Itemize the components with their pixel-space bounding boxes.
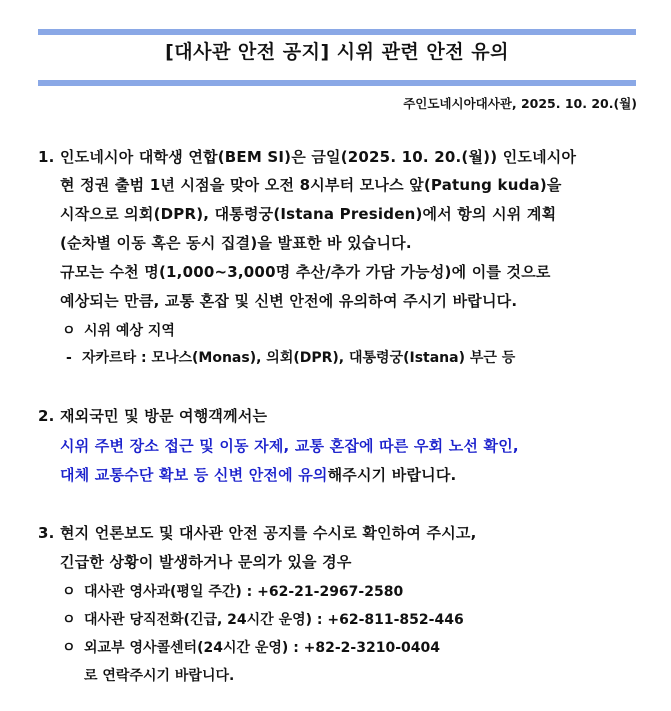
bullet-marker: ㅇ xyxy=(62,584,76,600)
section3-line-1: 3. 현지 언론보도 및 대사관 안전 공지를 수시로 확인하여 주시고, xyxy=(38,524,477,542)
section2-line-1: 2. 재외국민 및 방문 여행객께서는 xyxy=(38,407,268,425)
contact-consular-section: 대사관 영사과(평일 주간) : +62-21-2967-2580 xyxy=(84,584,404,600)
protest-area-list: 자카르타 : 모나스(Monas), 의회(DPR), 대통령궁(Istana) 부근 등 xyxy=(82,350,516,366)
section1-dash-item xyxy=(66,347,515,367)
bullet-marker: ㅇ xyxy=(62,323,76,339)
bullet-marker: ㅇ xyxy=(62,612,76,628)
section1-line-4: (순차별 이동 혹은 동시 집결)을 발표한 바 있습니다. xyxy=(60,234,412,252)
notice-title: [대사관 안전 공지] 시위 관련 안전 유의 xyxy=(165,41,509,63)
bullet-marker: ㅇ xyxy=(62,640,76,656)
contact-call-center: 외교부 영사콜센터(24시간 운영) : +82-2-3210-0404 xyxy=(84,640,440,656)
section2-line-3-rest: 해주시기 바랍니다. xyxy=(327,466,457,484)
section1-bullet xyxy=(62,320,175,340)
section3-line-2: 긴급한 상황이 발생하거나 문의가 있을 경우 xyxy=(60,553,352,571)
section1-line-3: 시작으로 의회(DPR), 대통령궁(Istana Presiden)에서 항의 시위 계획 xyxy=(60,205,557,223)
section1-line-2: 현 정권 출범 1년 시점을 맞아 오전 8시부터 모나스 앞(Patung kuda)을 xyxy=(60,176,562,194)
section2-line-3 xyxy=(60,464,456,485)
section1-line-1: 1. 인도네시아 대학생 연합(BEM SI)은 금일(2025. 10. 20.(월)) 인도네시아 xyxy=(38,148,577,166)
contact-item xyxy=(62,609,464,629)
section1-line-5: 규모는 수천 명(1,000~3,000명 추산/추가 가담 가능성)에 이를 것으로 xyxy=(60,263,551,281)
section2-highlight: 대체 교통수단 확보 등 신변 안전에 유의 xyxy=(60,466,328,484)
section3-closing: 로 연락주시기 바랍니다. xyxy=(84,668,235,684)
issuer-dateline: 주인도네시아대사관, 2025. 10. 20.(월) xyxy=(403,96,637,111)
section1-line-6: 예상되는 만큼, 교통 혼잡 및 신변 안전에 유의하여 주시기 바랍니다. xyxy=(60,292,518,310)
contact-duty-phone: 대사관 당직전화(긴급, 24시간 운영) : +62-811-852-446 xyxy=(84,612,464,628)
section2-line-2: 시위 주변 장소 접근 및 이동 자제, 교통 혼잡에 따른 우회 노선 확인, xyxy=(60,437,519,455)
protest-area-label: 시위 예상 지역 xyxy=(84,323,175,339)
contact-item xyxy=(62,581,403,601)
contact-item xyxy=(62,637,440,657)
title-bottom-rule xyxy=(38,80,636,86)
title-top-rule xyxy=(38,29,636,35)
dash-marker: - xyxy=(66,350,72,366)
